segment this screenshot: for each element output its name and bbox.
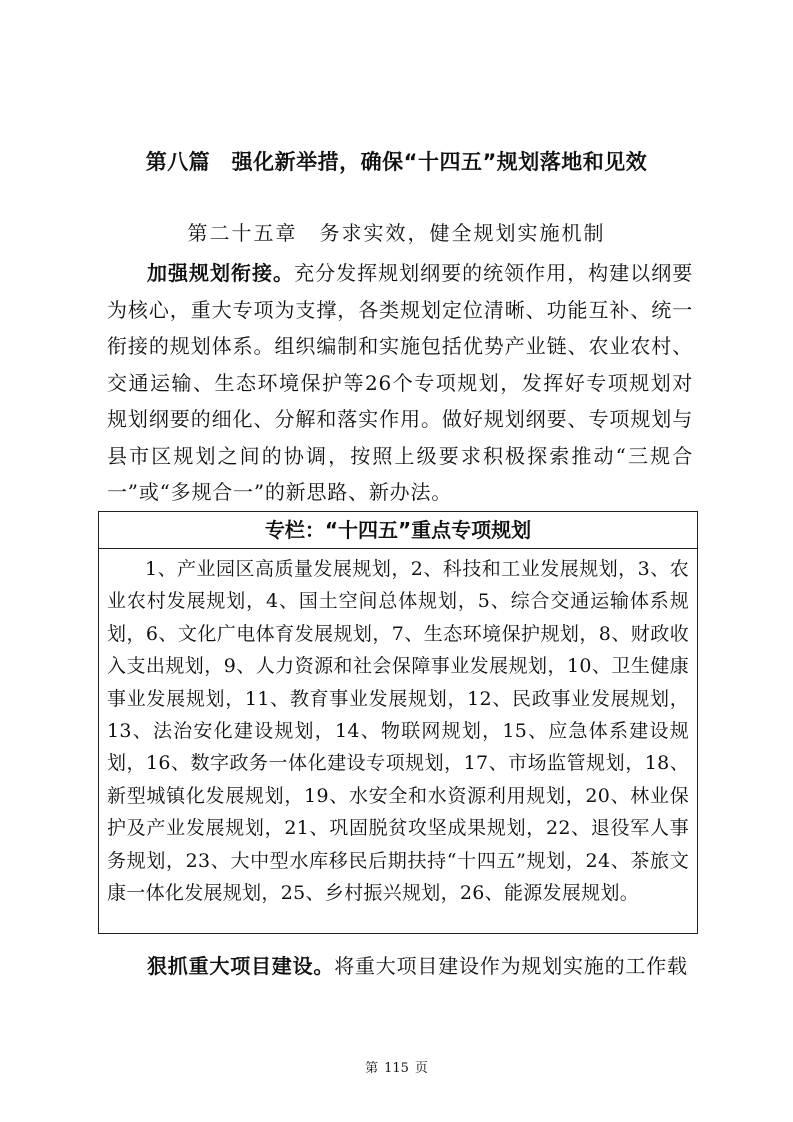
paragraph-major-projects	[107, 948, 693, 985]
paragraph-body: 将重大项目建设作为规划实施的工作载	[334, 954, 688, 978]
paragraph-lead: 狠抓重大项目建设。	[147, 954, 335, 978]
page-number: 115	[384, 1061, 409, 1076]
box-body: 1、产业园区高质量发展规划，2、科技和工业发展规划，3、农业农村发展规划，4、国土空间总体规划，5、综合交通运输体系规划，6、文化广电体育发展规划，7、生态环境保护规划，8、财政收入支出规划，9、人力资源和社会保障事业发展规划，10、卫生健康事业发展规划，11、教育事业发展规划，12、民政事业发展规划，13、法治安化建设规划，14、物联网规划，15、应急体系建设规划，16、数字政务一体化建设专项规划，17、市场监管规划，18、新型城镇化发展规划，19、水安全和水资源利用规划，20、林业保护及产业发展规划，21、巩固脱贫攻坚成果规划，22、退役军人事务规划，23、大中型水库移民后期扶持“十四五”规划，24、茶旅文康一体化发展规划，25、乡村振兴规划，26、能源发展规划。	[107, 558, 689, 905]
special-plans-box	[98, 511, 698, 934]
page-suffix: 页	[414, 1061, 428, 1076]
chapter-title: 第二十五章 务求实效，健全规划实施机制	[187, 221, 606, 245]
page-prefix: 第	[365, 1061, 379, 1076]
box-title: 专栏：“十四五”重点专项规划	[99, 512, 697, 549]
part-title: 第八篇 强化新举措，确保“十四五”规划落地和见效	[145, 150, 648, 174]
paragraph-plan-coordination	[107, 255, 693, 511]
paragraph-body: 充分发挥规划纲要的统领作用，构建以纲要为核心，重大专项为支撑，各类规划定位清晰、功能互补、统一衔接的规划体系。组织编制和实施包括优势产业链、农业农村、交通运输、生态环境保护等26个专项规划，发挥好专项规划对规划纲要的细化、分解和落实作用。做好规划纲要、专项规划与县市区规划之间的协调，按照上级要求积极探索推动“三规合一”或“多规合一”的新思路、新办法。	[107, 261, 693, 504]
page-footer	[0, 1060, 793, 1078]
paragraph-lead: 加强规划衔接。	[147, 261, 295, 285]
